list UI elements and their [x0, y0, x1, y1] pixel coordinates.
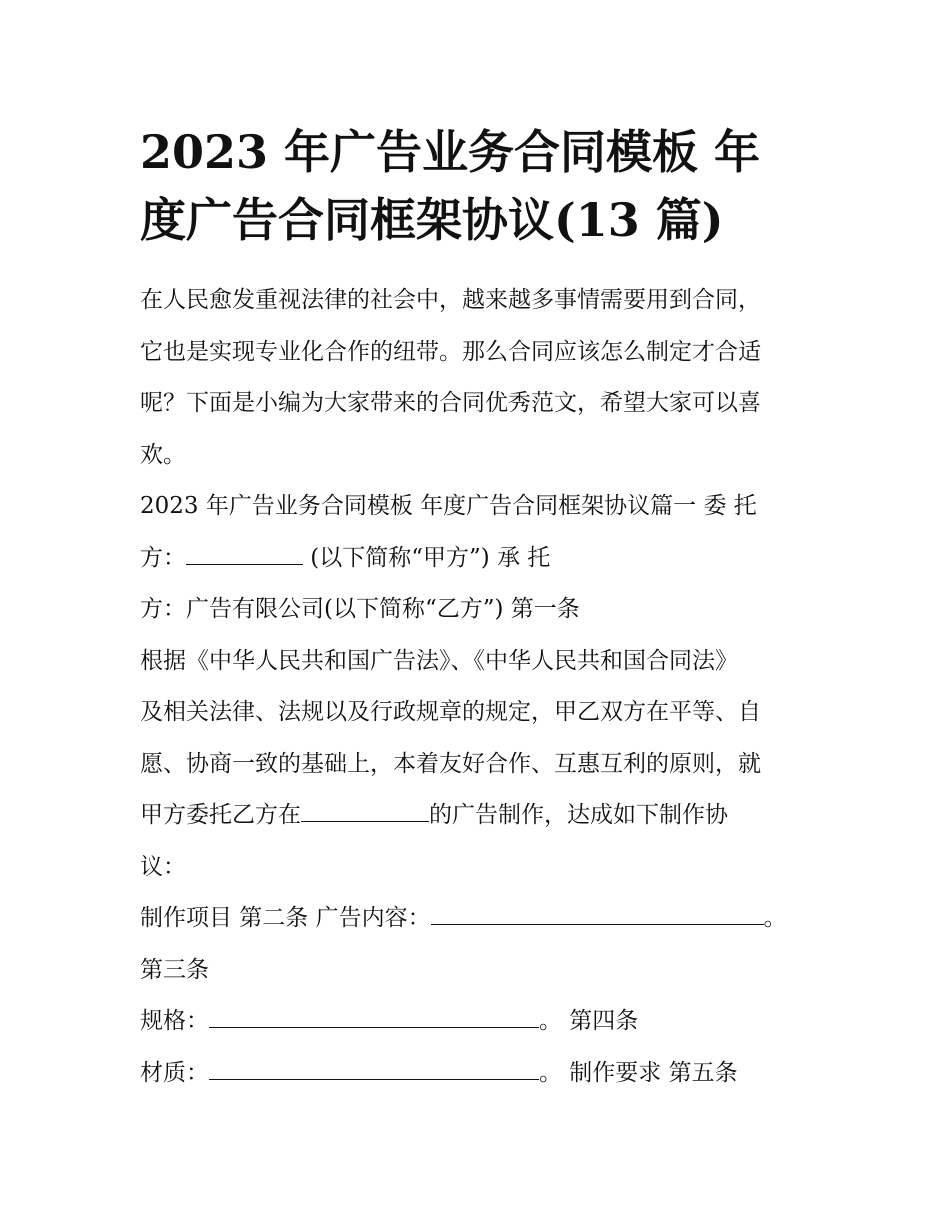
provider-line: 方：广告有限公司(以下简称“乙方”) 第一条	[140, 596, 580, 622]
material-suffix: 。 制作要求 第五条	[539, 1059, 738, 1086]
project-line-suffix: 。	[763, 905, 787, 931]
intro-line-4: 欢。	[140, 441, 186, 468]
article3-label: 第三条	[140, 956, 209, 983]
ad-content-blank	[431, 903, 764, 925]
article1-line-2: 及相关法律、法规以及行政规章的规定，甲乙双方在平等、自	[140, 699, 761, 725]
article1-line-4-suffix: 的广告制作，达成如下制作协	[429, 802, 728, 828]
project-line	[140, 898, 820, 950]
spec-prefix: 规格：	[140, 1008, 209, 1034]
document-body	[140, 280, 820, 1104]
material-blank	[209, 1058, 539, 1080]
client-suffix: (以下简称“甲方”) 承 托	[303, 544, 551, 571]
intro-line-1: 在人民愈发重视法律的社会中，越来越多事情需要用到合同，	[140, 287, 761, 313]
spec-suffix: 。 第四条	[539, 1008, 639, 1034]
spec-blank	[209, 1006, 539, 1028]
intro-line-2: 它也是实现专业化合作的纽带。那么合同应该怎么制定才合适	[140, 338, 761, 365]
ad-location-blank	[301, 800, 429, 822]
intro-line-3: 呢？下面是小编为大家带来的合同优秀范文，希望大家可以喜	[140, 390, 761, 416]
article1-line-4	[140, 795, 820, 847]
article1-line-4-prefix: 甲方委托乙方在	[140, 802, 301, 828]
document-title	[140, 118, 840, 254]
material-line	[140, 1053, 820, 1105]
title-line-2: 度广告合同框架协议(13 篇)	[140, 193, 724, 247]
client-name-blank	[186, 543, 303, 565]
article1-line-1: 根据《中华人民共和国广告法》、《中华人民共和国合同法》	[140, 647, 738, 674]
client-label: 方：	[140, 544, 186, 571]
project-line-prefix: 制作项目 第二条 广告内容：	[140, 905, 431, 931]
material-prefix: 材质：	[140, 1059, 209, 1086]
client-line	[140, 538, 820, 590]
title-line-1: 2023 年广告业务合同模板 年	[140, 125, 761, 179]
contract-heading-line: 2023 年广告业务合同模板 年度广告合同框架协议篇一 委 托	[140, 493, 757, 519]
article1-line-5: 议：	[140, 853, 186, 880]
spec-line	[140, 1001, 820, 1053]
article1-line-3: 愿、协商一致的基础上，本着友好合作、互惠互利的原则，就	[140, 750, 761, 777]
